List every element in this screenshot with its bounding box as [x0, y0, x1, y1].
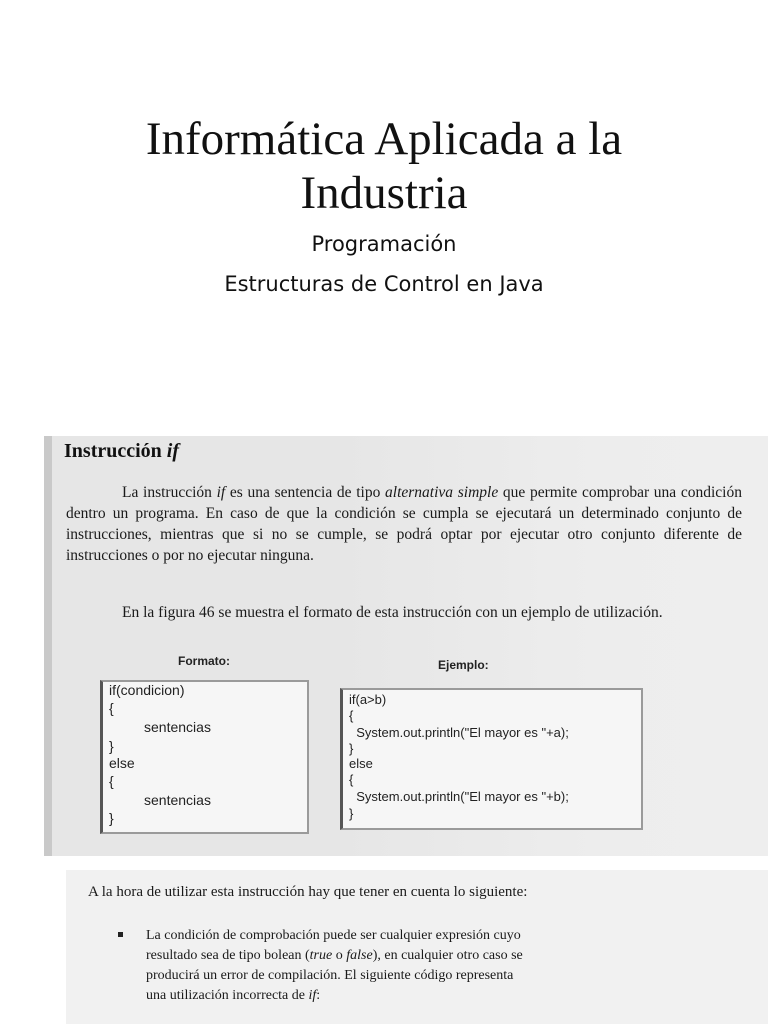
paragraph-1: [66, 482, 742, 566]
bullet-line-1: La condición de comprobación puede ser cualquier expresión cuyo: [146, 928, 521, 943]
slide-title-line-1: Informática Aplicada a la: [145, 113, 623, 165]
bullet-line-2: [146, 946, 618, 966]
code-line: if(condicion): [109, 682, 185, 698]
code-line: else: [349, 756, 373, 771]
ejemplo-label: Ejemplo:: [438, 658, 489, 672]
code-line: }: [109, 810, 114, 826]
bullet-line-3: producirá un error de compilación. El siguiente código representa: [146, 968, 514, 983]
code-line: sentencias: [109, 792, 211, 808]
slide-title-line-2: Industria: [300, 167, 468, 219]
heading-keyword: if: [166, 440, 180, 462]
code-line: }: [349, 806, 354, 821]
bullet-o: o: [332, 948, 347, 963]
code-line: }: [109, 738, 114, 754]
para1-b: if: [216, 484, 226, 501]
code-line: if(a>b): [349, 692, 387, 707]
code-line: System.out.println("El mayor es "+b);: [349, 789, 569, 804]
bullet-icon: [118, 932, 123, 937]
scan-edge: [44, 436, 52, 856]
code-line: {: [109, 773, 114, 789]
formato-code-box: [100, 680, 309, 834]
code-line: {: [349, 772, 354, 787]
para1-a: La instrucción: [122, 484, 212, 501]
bullet-line-2b: ), en cualquier otro caso se: [372, 948, 523, 963]
section-heading: [64, 440, 179, 463]
para1-c: es una sentencia de tipo: [229, 484, 381, 501]
para1-e: que permite comprobar una condición dentro un programa. En caso de que la condición se cumpla se ejecutará un determinado conjunto de instrucciones, mientras que si no se cumple, se podrá optar por ejecutar otro conjunto diferente de instrucciones o por no ejecutar ninguna.: [66, 484, 742, 564]
scanned-page-image-1: [44, 436, 768, 856]
code-line: else: [109, 755, 135, 771]
formato-label: Formato:: [178, 654, 230, 668]
bullet-false: false: [346, 948, 373, 963]
code-line: sentencias: [109, 719, 211, 735]
paragraph-2: En la figura 46 se muestra el formato de esta instrucción con un ejemplo de utilización.: [122, 604, 663, 621]
ejemplo-code-box: [340, 688, 643, 830]
bullet-line-4b: :: [316, 988, 321, 1003]
bullet-if: if: [308, 988, 317, 1003]
scanned-page-image-2: [66, 870, 768, 1024]
scan2-intro: A la hora de utilizar esta instrucción hay que tener en cuenta lo siguiente:: [88, 884, 528, 900]
bullet-line-4a: una utilización incorrecta de: [146, 988, 309, 1003]
bullet-line-2a: resultado sea de tipo bolean (: [146, 948, 310, 963]
bullet-paragraph: [146, 926, 618, 1006]
para1-d: alternativa simple: [385, 484, 499, 501]
code-line: System.out.println("El mayor es "+a);: [349, 725, 569, 740]
code-line: }: [349, 741, 354, 756]
code-line: {: [349, 708, 354, 723]
slide-subtitle-1: Programación: [311, 232, 457, 256]
code-line: {: [109, 700, 114, 716]
bullet-true: true: [309, 948, 333, 963]
slide-title: [0, 112, 768, 220]
slide-subtitle-2: Estructuras de Control en Java: [224, 272, 544, 296]
bullet-line-4: [146, 986, 618, 1006]
heading-text: Instrucción: [64, 440, 162, 462]
